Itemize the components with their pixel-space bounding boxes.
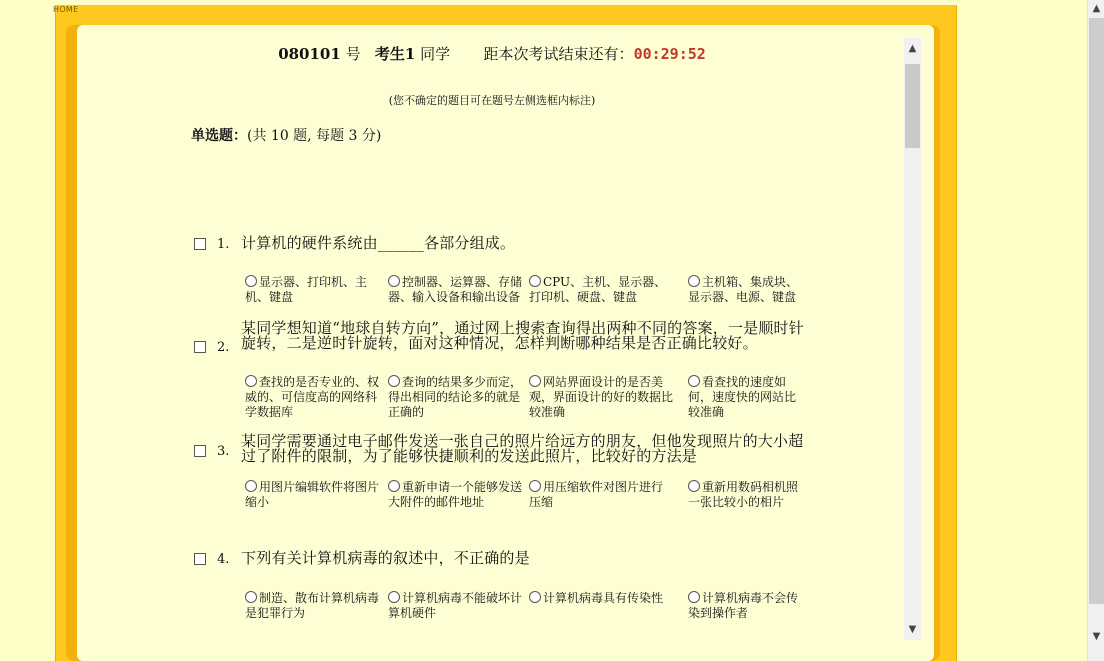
mark-hint: (您不确定的题目可在题号左侧选框内标注)	[388, 94, 596, 107]
student-name: 考生1	[374, 45, 416, 63]
student-suffix: 同学	[420, 45, 451, 63]
option-c[interactable]	[529, 375, 679, 420]
radio-icon[interactable]	[529, 480, 541, 492]
option-d[interactable]	[688, 591, 806, 621]
option-label: 用图片编辑软件将图片缩小	[245, 480, 380, 509]
radio-icon[interactable]	[245, 375, 257, 387]
scroll-thumb[interactable]	[905, 64, 920, 148]
option-a[interactable]	[245, 480, 383, 510]
option-label: 计算机病毒具有传染性	[543, 591, 664, 605]
radio-icon[interactable]	[529, 275, 541, 287]
content-scrollbar[interactable]	[904, 38, 921, 640]
radio-icon[interactable]	[388, 275, 400, 287]
option-d[interactable]	[688, 275, 806, 305]
radio-icon[interactable]	[529, 591, 541, 603]
radio-icon[interactable]	[245, 591, 257, 603]
question-number: 4.	[217, 552, 230, 567]
scroll-down-icon[interactable]: ▼	[908, 624, 917, 635]
section-meta: (共 10 题, 每题 3 分)	[247, 128, 382, 144]
option-b[interactable]	[388, 591, 526, 621]
option-c[interactable]	[529, 480, 667, 510]
radio-icon[interactable]	[688, 275, 700, 287]
exam-id-suffix: 号	[345, 45, 361, 63]
question-number: 3.	[217, 444, 230, 459]
option-label: 重新申请一个能够发送大附件的邮件地址	[388, 480, 523, 509]
radio-icon[interactable]	[245, 480, 257, 492]
option-label: 计算机病毒不能破坏计算机硬件	[388, 591, 523, 620]
option-label: 查询的结果多少而定，得出相同的结论多的就是正确的	[388, 375, 523, 419]
home-link[interactable]: HOME	[53, 5, 79, 14]
page-scrollbar[interactable]	[1087, 0, 1104, 661]
option-label: 控制器、运算器、存储器、输入设备和输出设备	[388, 275, 523, 304]
radio-icon[interactable]	[245, 275, 257, 287]
option-a[interactable]	[245, 591, 383, 621]
option-b[interactable]	[388, 480, 526, 510]
section-name: 单选题：	[191, 128, 247, 144]
option-b[interactable]	[388, 375, 526, 420]
option-label: 网站界面设计的是否美观，界面设计的好的数据比较准确	[529, 375, 674, 419]
radio-icon[interactable]	[388, 480, 400, 492]
option-label: 制造、散布计算机病毒是犯罪行为	[245, 591, 380, 620]
question-text: 某同学需要通过电子邮件发送一张自己的照片给远方的朋友，但他发现照片的大小超过了附件的限制，为了能够快捷顺利的发送此照片，比较好的方法是	[241, 432, 804, 465]
question-number: 2.	[217, 340, 230, 355]
exam-header	[77, 43, 907, 64]
scroll-up-icon[interactable]: ▲	[908, 43, 917, 54]
radio-icon[interactable]	[688, 480, 700, 492]
exam-id: 080101	[278, 45, 341, 63]
section-title	[191, 125, 381, 145]
option-label: 计算机病毒不会传染到操作者	[688, 591, 799, 620]
option-d[interactable]	[688, 480, 806, 510]
scroll-thumb[interactable]	[1089, 18, 1104, 604]
mark-checkbox[interactable]	[194, 238, 206, 250]
scroll-up-icon[interactable]: ▲	[1092, 3, 1101, 14]
radio-icon[interactable]	[688, 591, 700, 603]
question-text: 某同学想知道“地球自转方向”，通过网上搜索查询得出两种不同的答案，一是顺时针旋转，二是逆时针旋转，面对这种情况，怎样判断哪种结果是否正确比较好。	[241, 319, 804, 352]
radio-icon[interactable]	[529, 375, 541, 387]
option-label: 查找的是否专业的、权威的、可信度高的网络科学数据库	[245, 375, 380, 419]
question-text: 下列有关计算机病毒的叙述中，不正确的是	[241, 549, 530, 567]
mark-checkbox[interactable]	[194, 341, 206, 353]
exam-content	[77, 25, 934, 661]
mark-checkbox[interactable]	[194, 553, 206, 565]
option-c[interactable]	[529, 275, 667, 305]
option-a[interactable]	[245, 375, 383, 420]
option-label: CPU、主机、显示器、打印机、硬盘、键盘	[529, 275, 667, 304]
option-label: 看查找的速度如何，速度快的网站比较准确	[688, 375, 797, 419]
countdown-timer: 00:29:52	[633, 45, 706, 63]
option-c[interactable]	[529, 591, 679, 606]
scroll-down-icon[interactable]: ▼	[1092, 631, 1101, 642]
question-number: 1.	[217, 237, 230, 252]
option-label: 重新用数码相机照一张比较小的相片	[688, 480, 799, 509]
option-d[interactable]	[688, 375, 806, 420]
option-label: 主机箱、集成块、显示器、电源、键盘	[688, 275, 799, 304]
countdown-label: 距本次考试结束还有：	[483, 45, 634, 63]
radio-icon[interactable]	[388, 375, 400, 387]
option-a[interactable]	[245, 275, 383, 305]
option-label: 显示器、打印机、主机、键盘	[245, 275, 368, 304]
exam-frame	[55, 5, 957, 661]
radio-icon[interactable]	[388, 591, 400, 603]
radio-icon[interactable]	[688, 375, 700, 387]
option-b[interactable]	[388, 275, 526, 305]
option-label: 用压缩软件对图片进行压缩	[529, 480, 664, 509]
mark-checkbox[interactable]	[194, 445, 206, 457]
question-text: 计算机的硬件系统由______各部分组成。	[241, 234, 516, 252]
